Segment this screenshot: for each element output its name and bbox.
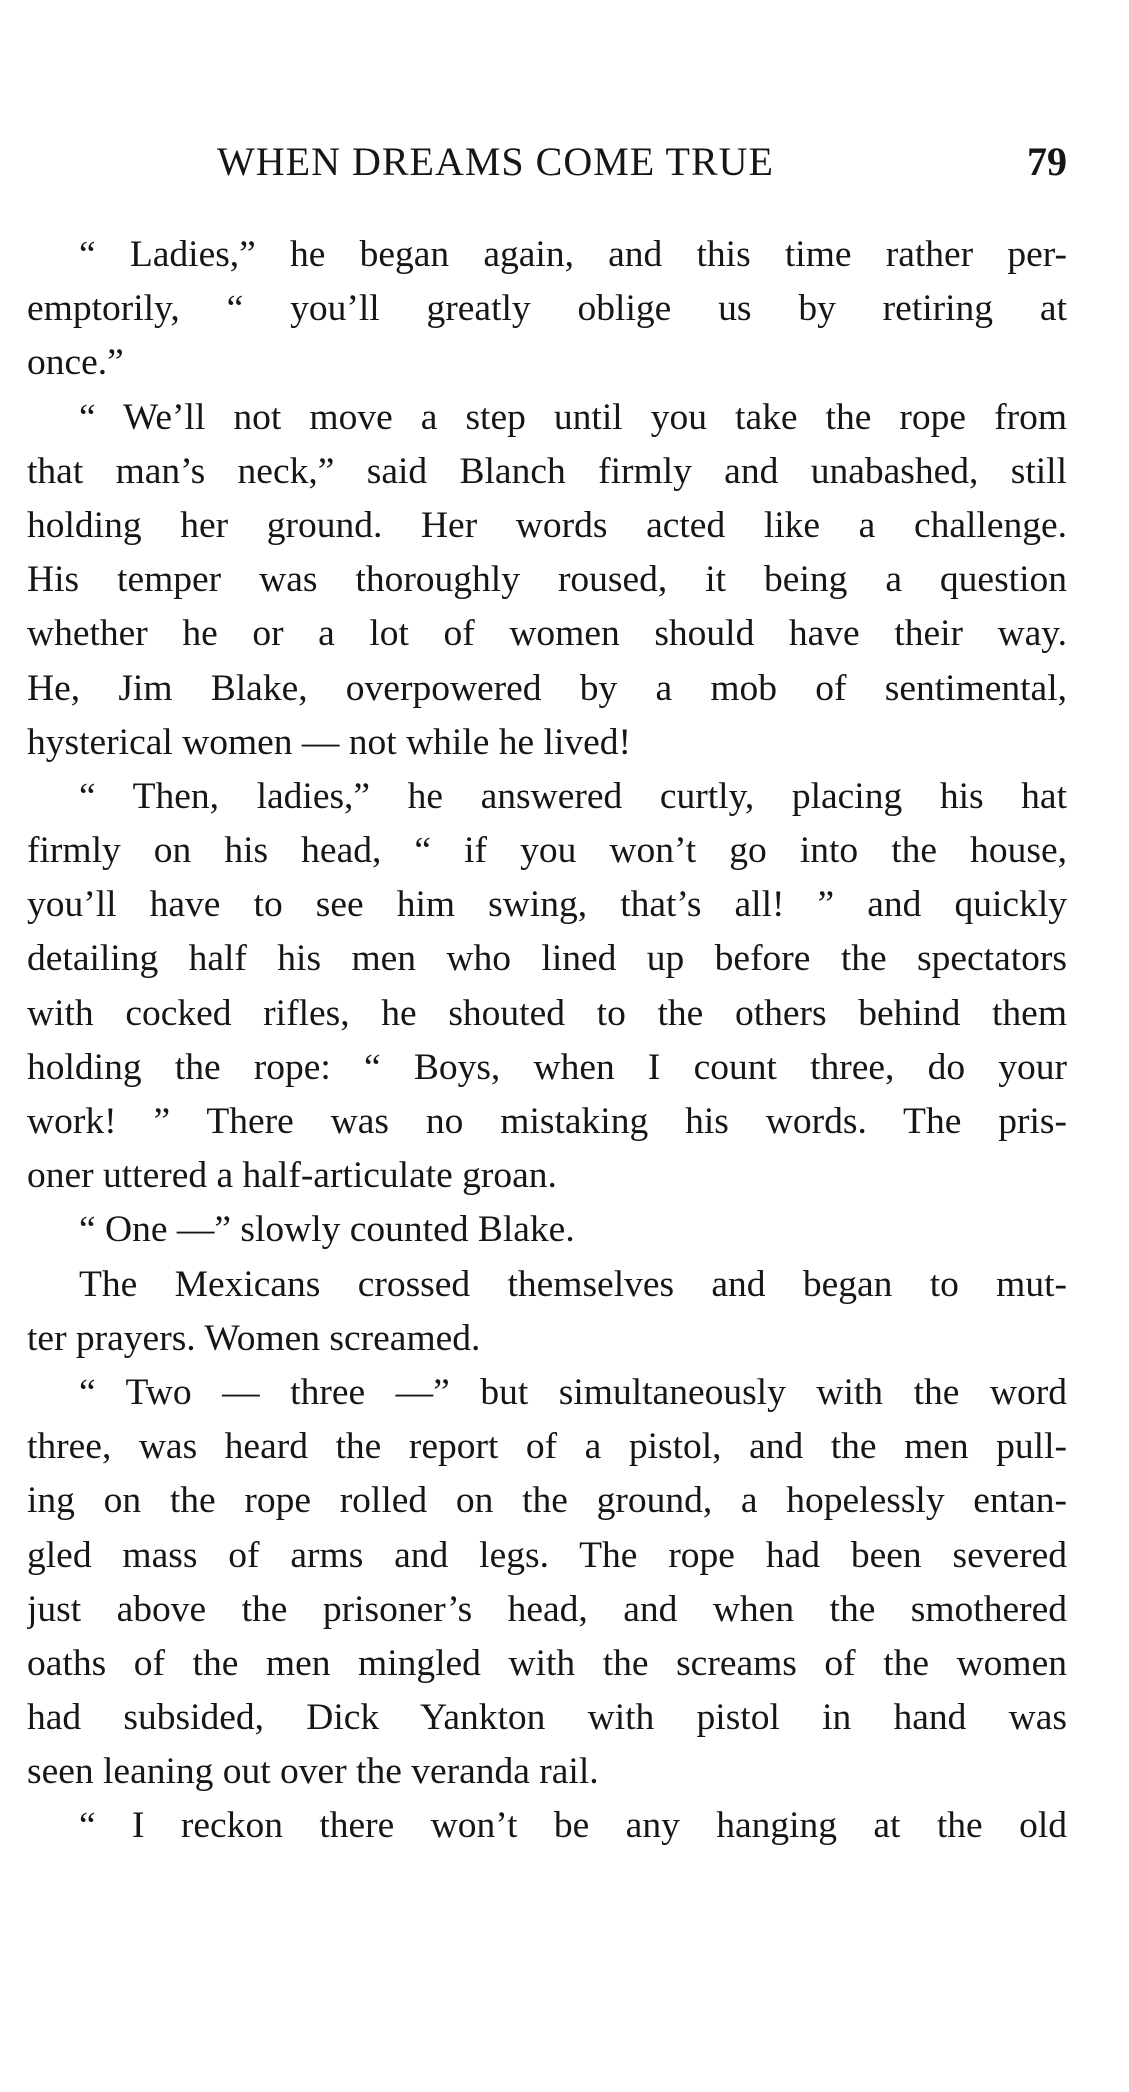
text-line: hysterical women — not while he lived! — [27, 721, 632, 763]
paragraph — [27, 1203, 1067, 1257]
text-line: whether he or a lot of women should have their way. — [27, 613, 1067, 655]
paragraph — [27, 1258, 1067, 1366]
text-line: had subsided, Dick Yankton with pistol in hand was — [27, 1697, 1067, 1739]
text-line: His temper was thoroughly roused, it being a question — [27, 559, 1067, 601]
text-line: “ We’ll not move a step until you take the rope from — [79, 396, 1067, 438]
text-line: you’ll have to see him swing, that’s all! ” and quickly — [27, 884, 1067, 926]
text-line: work! ” There was no mistaking his words. The pris- — [27, 1101, 1067, 1142]
paragraph — [27, 391, 1067, 770]
text-line: The Mexicans crossed themselves and began to mut- — [79, 1263, 1067, 1305]
text-line: “ Then, ladies,” he answered curtly, placing his hat — [79, 775, 1067, 817]
text-line: three, was heard the report of a pistol, and the men pull- — [27, 1426, 1067, 1468]
text-line: emptorily, “ you’ll greatly oblige us by retiring at — [27, 288, 1067, 330]
text-line: holding her ground. Her words acted like a challenge. — [27, 504, 1067, 546]
text-line: ing on the rope rolled on the ground, a hopelessly entan- — [27, 1480, 1067, 1522]
text-line: ter prayers. Women screamed. — [27, 1317, 481, 1359]
text-line: “ I reckon there won’t be any hanging at the old — [79, 1805, 1067, 1847]
text-line: detailing half his men who lined up before the spectators — [27, 938, 1067, 980]
text-line: “ Two — three —” but simultaneously with the word — [79, 1371, 1067, 1413]
text-line: with cocked rifles, he shouted to the others behind them — [27, 992, 1067, 1034]
body-text — [27, 228, 1067, 1854]
text-line: holding the rope: “ Boys, when I count three, do your — [27, 1046, 1067, 1088]
text-line: “ Ladies,” he began again, and this time rather per- — [79, 234, 1067, 275]
text-line: once.” — [27, 342, 124, 384]
text-line: He, Jim Blake, overpowered by a mob of sentimental, — [27, 667, 1067, 709]
text-line: just above the prisoner’s head, and when the smothered — [27, 1588, 1067, 1630]
text-line: oner uttered a half-articulate groan. — [27, 1155, 557, 1197]
text-line: oaths of the men mingled with the screams of the women — [27, 1642, 1067, 1684]
text-line: gled mass of arms and legs. The rope had been severed — [27, 1534, 1067, 1576]
text-line: firmly on his head, “ if you won’t go into the house, — [27, 830, 1067, 872]
running-head — [27, 134, 1067, 190]
text-line: seen leaning out over the veranda rail. — [27, 1751, 599, 1793]
paragraph — [27, 770, 1067, 1204]
paragraph — [27, 1799, 1067, 1853]
text-line: “ One —” slowly counted Blake. — [79, 1209, 575, 1251]
text-line: that man’s neck,” said Blanch firmly and unabashed, still — [27, 450, 1067, 492]
running-title: WHEN DREAMS COME TRUE — [217, 139, 774, 184]
paragraph — [27, 228, 1067, 391]
page-number: 79 — [1027, 139, 1067, 184]
paragraph — [27, 1366, 1067, 1800]
